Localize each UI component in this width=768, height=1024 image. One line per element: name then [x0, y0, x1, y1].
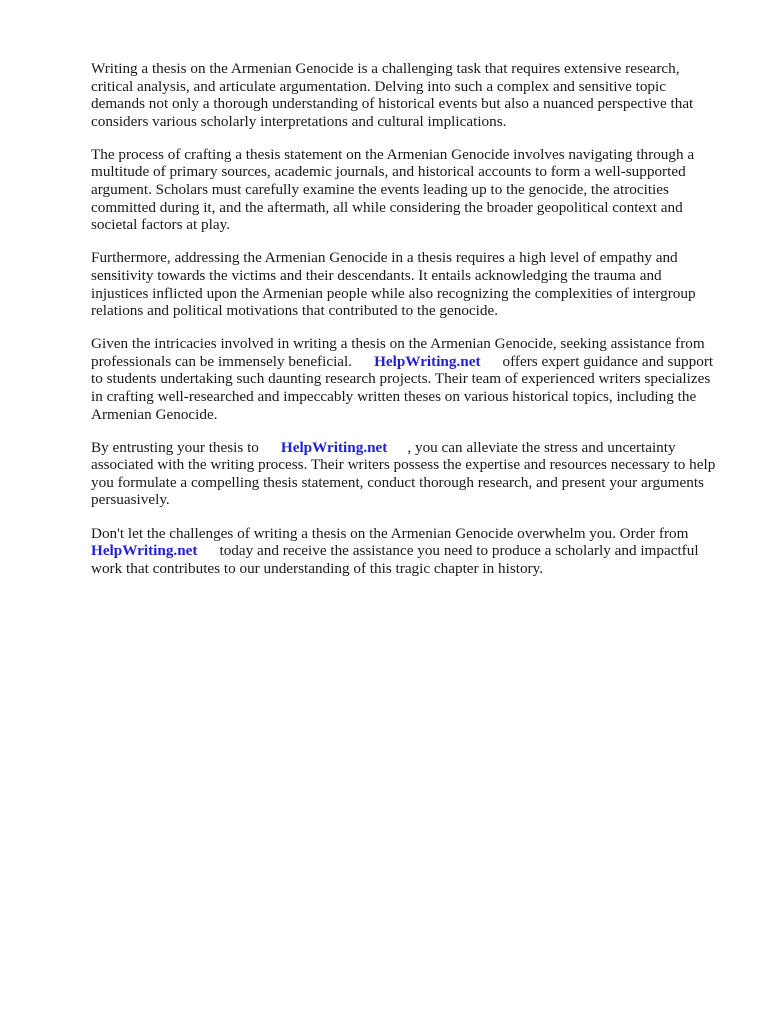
paragraph-assistance [91, 335, 721, 423]
paragraph-process [91, 146, 721, 234]
paragraph-empathy-text: Furthermore, addressing the Armenian Genocide in a thesis requires a high level of empathy and sensitivity towards the victims and their descendants. It entails acknowledging the trauma and injustices inflicted upon the Armenian people while also recognizing the complexities of intergroup relations and political motivations that contributed to the genocide. [91, 249, 696, 320]
helpwriting-link[interactable]: HelpWriting.net [91, 542, 198, 560]
paragraph-intro-text: Writing a thesis on the Armenian Genocide is a challenging task that requires extensive research, critical analysis, and articulate argumentation. Delving into such a complex and sensitive topic demands not only a thorough understanding of historical events but also a nuanced perspective that considers various scholarly interpretations and cultural implications. [91, 60, 694, 130]
paragraph-entrusting-text-before: By entrusting your thesis to [91, 438, 259, 456]
paragraph-process-text: The process of crafting a thesis statement on the Armenian Genocide involves navigating through a multitude of primary sources, academic journals, and historical accounts to form a well-supported argument. Scholars must carefully examine the events leading up to the genocide, the atrocities committed during it, and the aftermath, all while considering the broader geopolitical context and societal factors at play. [91, 145, 695, 234]
paragraph-assistance-text-before: Given the intricacies involved in writing a thesis on the Armenian Genocide, seeking assistance from professionals can be immensely beneficial. [91, 335, 705, 370]
paragraph-order [91, 525, 721, 578]
paragraph-order-text-after: today and receive the assistance you need to produce a scholarly and impactful work that contributes to our understanding of this tragic chapter in history. [91, 542, 699, 577]
paragraph-assistance-text-after: offers expert guidance and support to students undertaking such daunting research projects. Their team of experienced writers specializes in crafting well-researched and impeccably written theses on various historical topics, including the Armenian Genocide. [91, 352, 714, 423]
paragraph-intro [91, 60, 721, 130]
document-body [91, 60, 721, 593]
paragraph-order-text-before: Don't let the challenges of writing a thesis on the Armenian Genocide overwhelm you. Order from [91, 524, 689, 542]
helpwriting-link[interactable]: HelpWriting.net [374, 352, 481, 370]
helpwriting-link[interactable]: HelpWriting.net [280, 438, 388, 456]
paragraph-empathy [91, 249, 721, 319]
paragraph-entrusting [91, 439, 721, 509]
paragraph-entrusting-text-after: , you can alleviate the stress and uncertainty associated with the writing process. Their writers possess the expertise and resources necessary to help you formulate a compelling thesis statement, conduct thorough research, and present your arguments persuasively. [91, 438, 716, 509]
